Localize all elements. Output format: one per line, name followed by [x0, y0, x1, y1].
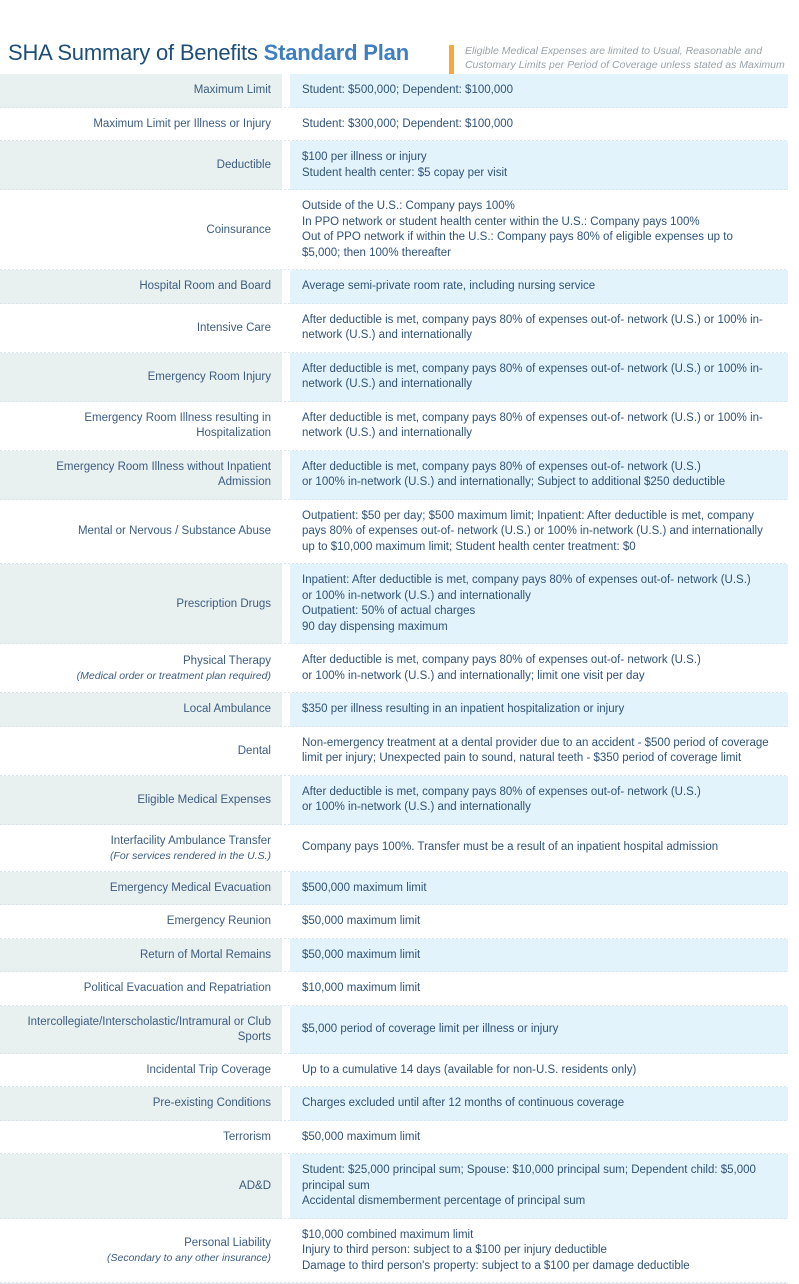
row-trailing-space — [788, 727, 799, 776]
benefit-label: Emergency Room Illness without Inpatient Admission — [56, 461, 271, 488]
row-trailing-space — [788, 1087, 799, 1121]
table-row — [0, 402, 799, 451]
row-trailing-space — [788, 905, 799, 939]
table-row — [0, 1219, 799, 1284]
benefit-value-line: $50,000 maximum limit — [302, 1130, 421, 1143]
benefit-value-cell — [290, 564, 788, 644]
column-gap — [282, 108, 290, 142]
column-gap — [282, 190, 290, 270]
benefit-value-cell — [290, 939, 788, 973]
table-row — [0, 825, 799, 872]
row-trailing-space — [788, 1006, 799, 1054]
benefit-label: Political Evacuation and Repatriation — [83, 982, 271, 995]
benefit-label-cell — [0, 190, 282, 270]
row-trailing-space — [788, 939, 799, 973]
column-gap — [282, 402, 290, 451]
benefit-sublabel: (For services rendered in the U.S.) — [109, 849, 271, 862]
benefit-label-cell — [0, 564, 282, 644]
benefit-value-cell — [290, 1154, 788, 1219]
benefit-value-cell — [290, 644, 788, 693]
table-row — [0, 776, 799, 825]
column-gap — [282, 644, 290, 693]
benefit-value-line: Student: $25,000 principal sum; Spouse: $10,000 principal sum; Dependent child: $5,000 principal sum — [302, 1164, 756, 1192]
benefit-label: Mental or Nervous / Substance Abuse — [77, 525, 271, 538]
row-trailing-space — [788, 500, 799, 565]
benefit-value-cell — [290, 141, 788, 190]
column-gap — [282, 353, 290, 402]
column-gap — [282, 1006, 290, 1054]
benefit-value-line: Injury to third person: subject to a $100 per injury deductible — [302, 1244, 607, 1256]
benefit-label-cell — [0, 1154, 282, 1219]
row-trailing-space — [788, 402, 799, 451]
table-row — [0, 564, 799, 644]
benefit-label: Emergency Room Injury — [147, 370, 271, 383]
table-row — [0, 74, 799, 108]
benefit-sublabel: (Secondary to any other insurance) — [106, 1252, 271, 1265]
benefit-label: Pre-existing Conditions — [152, 1097, 271, 1110]
benefit-label: Return of Mortal Remains — [139, 948, 271, 961]
benefit-value-cell — [290, 972, 788, 1006]
benefit-label: Emergency Medical Evacuation — [109, 881, 271, 894]
page-title — [8, 40, 409, 66]
benefit-value-line: Outside of the U.S.: Company pays 100% — [302, 200, 515, 212]
benefit-value-line: $100 per illness or injury — [302, 151, 427, 163]
benefit-value-cell — [290, 1087, 788, 1121]
benefit-value-line: Charges excluded until after 12 months of continuous coverage — [302, 1097, 625, 1109]
benefit-value-line: After deductible is met, company pays 80% of expenses out-of- network (U.S.) — [302, 654, 701, 666]
column-gap — [282, 972, 290, 1006]
benefit-label: Coinsurance — [206, 223, 271, 236]
row-trailing-space — [788, 872, 799, 906]
benefit-value-cell — [290, 402, 788, 451]
table-row — [0, 1121, 799, 1155]
table-row — [0, 1154, 799, 1219]
benefit-label: Hospital Room and Board — [139, 280, 271, 293]
benefit-value-line: $5,000 period of coverage limit per illness or injury — [302, 1022, 559, 1035]
column-gap — [282, 500, 290, 565]
accent-bar-icon — [449, 45, 454, 74]
benefit-label-cell — [0, 108, 282, 142]
benefit-label-cell — [0, 905, 282, 939]
benefit-value-line: After deductible is met, company pays 80% of expenses out-of- network (U.S.) or 100% in-network (U.S.) and internationally — [302, 411, 763, 439]
row-trailing-space — [788, 1219, 799, 1284]
benefit-value-cell — [290, 1219, 788, 1284]
benefit-label-cell — [0, 500, 282, 565]
benefit-label: Incidental Trip Coverage — [146, 1063, 271, 1076]
column-gap — [282, 727, 290, 776]
benefit-value-cell — [290, 1054, 788, 1088]
benefit-value-line: In PPO network or student health center within the U.S.: Company pays 100% — [302, 215, 700, 228]
benefit-value-line: Average semi-private room rate, including nursing service — [302, 280, 596, 292]
benefit-label-cell — [0, 644, 282, 693]
benefit-value-line: or 100% in-network (U.S.) and internationally — [302, 801, 531, 813]
benefit-value-line: or 100% in-network (U.S.) and internationally; limit one visit per day — [302, 669, 645, 682]
row-trailing-space — [788, 108, 799, 142]
row-trailing-space — [788, 74, 799, 108]
table-row — [0, 141, 799, 190]
benefit-value-line: $50,000 maximum limit — [302, 915, 421, 927]
column-gap — [282, 905, 290, 939]
benefit-value-line: $10,000 maximum limit — [302, 982, 421, 994]
benefit-value-line: After deductible is met, company pays 80% of expenses out-of- network (U.S.) — [302, 785, 701, 798]
benefit-label: Eligible Medical Expenses — [137, 793, 271, 806]
column-gap — [282, 872, 290, 906]
benefit-value-line: Outpatient: $50 per day; $500 maximum limit; Inpatient: After deductible is met, company pays 80% of expenses out-of- network (U.S.) or 100% in-network (U.S.) and internationally up to $10,000 maximum limit; Student health center treatment: $0 — [302, 509, 763, 553]
page-title-plan: Standard Plan — [263, 40, 409, 65]
benefit-label: Maximum Limit per Illness or Injury — [93, 117, 271, 130]
benefit-label: Personal Liability — [184, 1237, 271, 1250]
benefit-label: Maximum Limit — [193, 84, 271, 97]
benefit-value-line: Outpatient: 50% of actual charges — [302, 605, 476, 617]
benefit-value-cell — [290, 500, 788, 565]
benefit-value-cell — [290, 451, 788, 500]
column-gap — [282, 304, 290, 353]
benefit-label-cell — [0, 1121, 282, 1155]
benefit-value-cell — [290, 270, 788, 304]
table-row — [0, 190, 799, 270]
benefit-value-cell — [290, 304, 788, 353]
column-gap — [282, 564, 290, 644]
benefit-value-line: After deductible is met, company pays 80% of expenses out-of- network (U.S.) or 100% in-network (U.S.) and internationally — [302, 313, 763, 341]
benefit-label-cell — [0, 727, 282, 776]
benefit-value-cell — [290, 776, 788, 825]
benefit-value-cell — [290, 1121, 788, 1155]
benefit-value-cell — [290, 190, 788, 270]
table-row — [0, 304, 799, 353]
benefit-label-cell — [0, 872, 282, 906]
table-row — [0, 1054, 799, 1088]
benefit-label-cell — [0, 141, 282, 190]
row-trailing-space — [788, 270, 799, 304]
row-trailing-space — [788, 644, 799, 693]
column-gap — [282, 825, 290, 872]
benefit-label: Dental — [237, 744, 271, 757]
benefit-value-line: Out of PPO network if within the U.S.: Company pays 80% of eligible expenses up to $5,000; then 100% thereafter — [302, 231, 733, 259]
row-trailing-space — [788, 776, 799, 825]
benefit-label: Prescription Drugs — [176, 597, 271, 610]
column-gap — [282, 141, 290, 190]
table-row — [0, 727, 799, 776]
benefit-value-cell — [290, 353, 788, 402]
table-row — [0, 872, 799, 906]
benefit-value-line: or 100% in-network (U.S.) and internationally; Subject to additional $250 deductible — [302, 476, 726, 488]
row-trailing-space — [788, 451, 799, 500]
benefit-value-line: Student: $500,000; Dependent: $100,000 — [302, 84, 514, 96]
row-trailing-space — [788, 1121, 799, 1155]
column-gap — [282, 776, 290, 825]
column-gap — [282, 1054, 290, 1088]
benefits-table — [0, 74, 799, 1283]
benefit-label-cell — [0, 972, 282, 1006]
benefit-label-cell — [0, 939, 282, 973]
benefit-label-cell — [0, 1006, 282, 1054]
benefit-value-line: or 100% in-network (U.S.) and internationally — [302, 589, 531, 602]
table-row — [0, 108, 799, 142]
table-row — [0, 972, 799, 1006]
column-gap — [282, 1121, 290, 1155]
row-trailing-space — [788, 564, 799, 644]
benefit-value-cell — [290, 905, 788, 939]
column-gap — [282, 939, 290, 973]
benefit-label-cell — [0, 1054, 282, 1088]
benefit-value-line: $500,000 maximum limit — [302, 881, 427, 894]
benefit-value-line: After deductible is met, company pays 80% of expenses out-of- network (U.S.) — [302, 460, 701, 473]
benefit-label: Local Ambulance — [183, 703, 271, 716]
benefit-value-line: Company pays 100%. Transfer must be a result of an inpatient hospital admission — [302, 841, 719, 854]
table-row — [0, 905, 799, 939]
benefit-label-cell — [0, 451, 282, 500]
benefit-label-cell — [0, 304, 282, 353]
row-trailing-space — [788, 190, 799, 270]
benefit-value-line: Non-emergency treatment at a dental provider due to an accident - $500 period of coverage limit per injury; Unexpected pain to sound, natural teeth - $350 period of coverage limit — [302, 736, 769, 764]
row-trailing-space — [788, 304, 799, 353]
benefit-value-line: $350 per illness resulting in an inpatient hospitalization or injury — [302, 703, 625, 715]
benefit-label: Emergency Reunion — [166, 915, 271, 928]
benefit-value-line: 90 day dispensing maximum — [302, 620, 448, 633]
benefit-value-line: Student: $300,000; Dependent: $100,000 — [302, 117, 514, 130]
benefit-value-line: Up to a cumulative 14 days (available for non-U.S. residents only) — [302, 1063, 637, 1076]
benefit-label: Emergency Room Illness resulting in Hospitalization — [84, 412, 271, 439]
benefit-label-cell — [0, 776, 282, 825]
row-trailing-space — [788, 141, 799, 190]
column-gap — [282, 451, 290, 500]
row-trailing-space — [788, 353, 799, 402]
column-gap — [282, 1154, 290, 1219]
row-trailing-space — [788, 1054, 799, 1088]
column-gap — [282, 74, 290, 108]
benefit-sublabel: (Medical order or treatment plan required) — [76, 670, 271, 682]
benefit-label-cell — [0, 402, 282, 451]
benefit-label: Interfacility Ambulance Transfer — [110, 834, 271, 847]
benefit-label-cell — [0, 825, 282, 872]
benefit-value-line: Student health center: $5 copay per visit — [302, 166, 508, 179]
table-row — [0, 939, 799, 973]
document-header — [0, 0, 799, 71]
table-row — [0, 500, 799, 565]
table-row — [0, 693, 799, 727]
benefit-value-line: Accidental dismemberment percentage of principal sum — [302, 1195, 586, 1207]
benefit-value-cell — [290, 108, 788, 142]
row-trailing-space — [788, 972, 799, 1006]
benefit-value-line: After deductible is met, company pays 80% of expenses out-of- network (U.S.) or 100% in-network (U.S.) and internationally — [302, 362, 763, 390]
benefit-value-cell — [290, 825, 788, 872]
table-row — [0, 451, 799, 500]
benefit-label-cell — [0, 353, 282, 402]
benefit-value-line: $10,000 combined maximum limit — [302, 1228, 474, 1241]
column-gap — [282, 1087, 290, 1121]
header-note-text: Eligible Medical Expenses are limited to Usual, Reasonable and Customary Limits per Period of Coverage unless stated as Maximum — [464, 45, 785, 71]
table-row — [0, 1006, 799, 1054]
benefit-value-line: Inpatient: After deductible is met, company pays 80% of expenses out-of- network (U.S.) — [302, 574, 751, 586]
table-row — [0, 1087, 799, 1121]
benefit-value-cell — [290, 872, 788, 906]
table-row — [0, 270, 799, 304]
benefit-label: Physical Therapy — [183, 655, 271, 667]
benefit-label-cell — [0, 1219, 282, 1284]
benefit-label: Terrorism — [223, 1130, 271, 1143]
column-gap — [282, 693, 290, 727]
column-gap — [282, 270, 290, 304]
benefit-value-cell — [290, 1006, 788, 1054]
row-trailing-space — [788, 825, 799, 872]
benefit-label: AD&D — [239, 1179, 271, 1192]
benefit-label-cell — [0, 1087, 282, 1121]
benefit-value-cell — [290, 693, 788, 727]
benefit-value-cell — [290, 74, 788, 108]
benefit-label: Intercollegiate/Interscholastic/Intramural or Club Sports — [27, 1015, 271, 1043]
benefit-label-cell — [0, 74, 282, 108]
table-row — [0, 353, 799, 402]
column-gap — [282, 1219, 290, 1284]
benefit-value-cell — [290, 727, 788, 776]
page-title-main: SHA Summary of Benefits — [8, 40, 264, 65]
row-trailing-space — [788, 1154, 799, 1219]
benefit-value-line: Damage to third person's property: subject to a $100 per damage deductible — [302, 1259, 690, 1272]
benefit-label: Deductible — [216, 159, 271, 171]
benefit-label: Intensive Care — [196, 321, 271, 334]
row-trailing-space — [788, 693, 799, 727]
table-row — [0, 644, 799, 693]
benefit-value-line: $50,000 maximum limit — [302, 948, 421, 961]
benefit-label-cell — [0, 693, 282, 727]
benefit-label-cell — [0, 270, 282, 304]
